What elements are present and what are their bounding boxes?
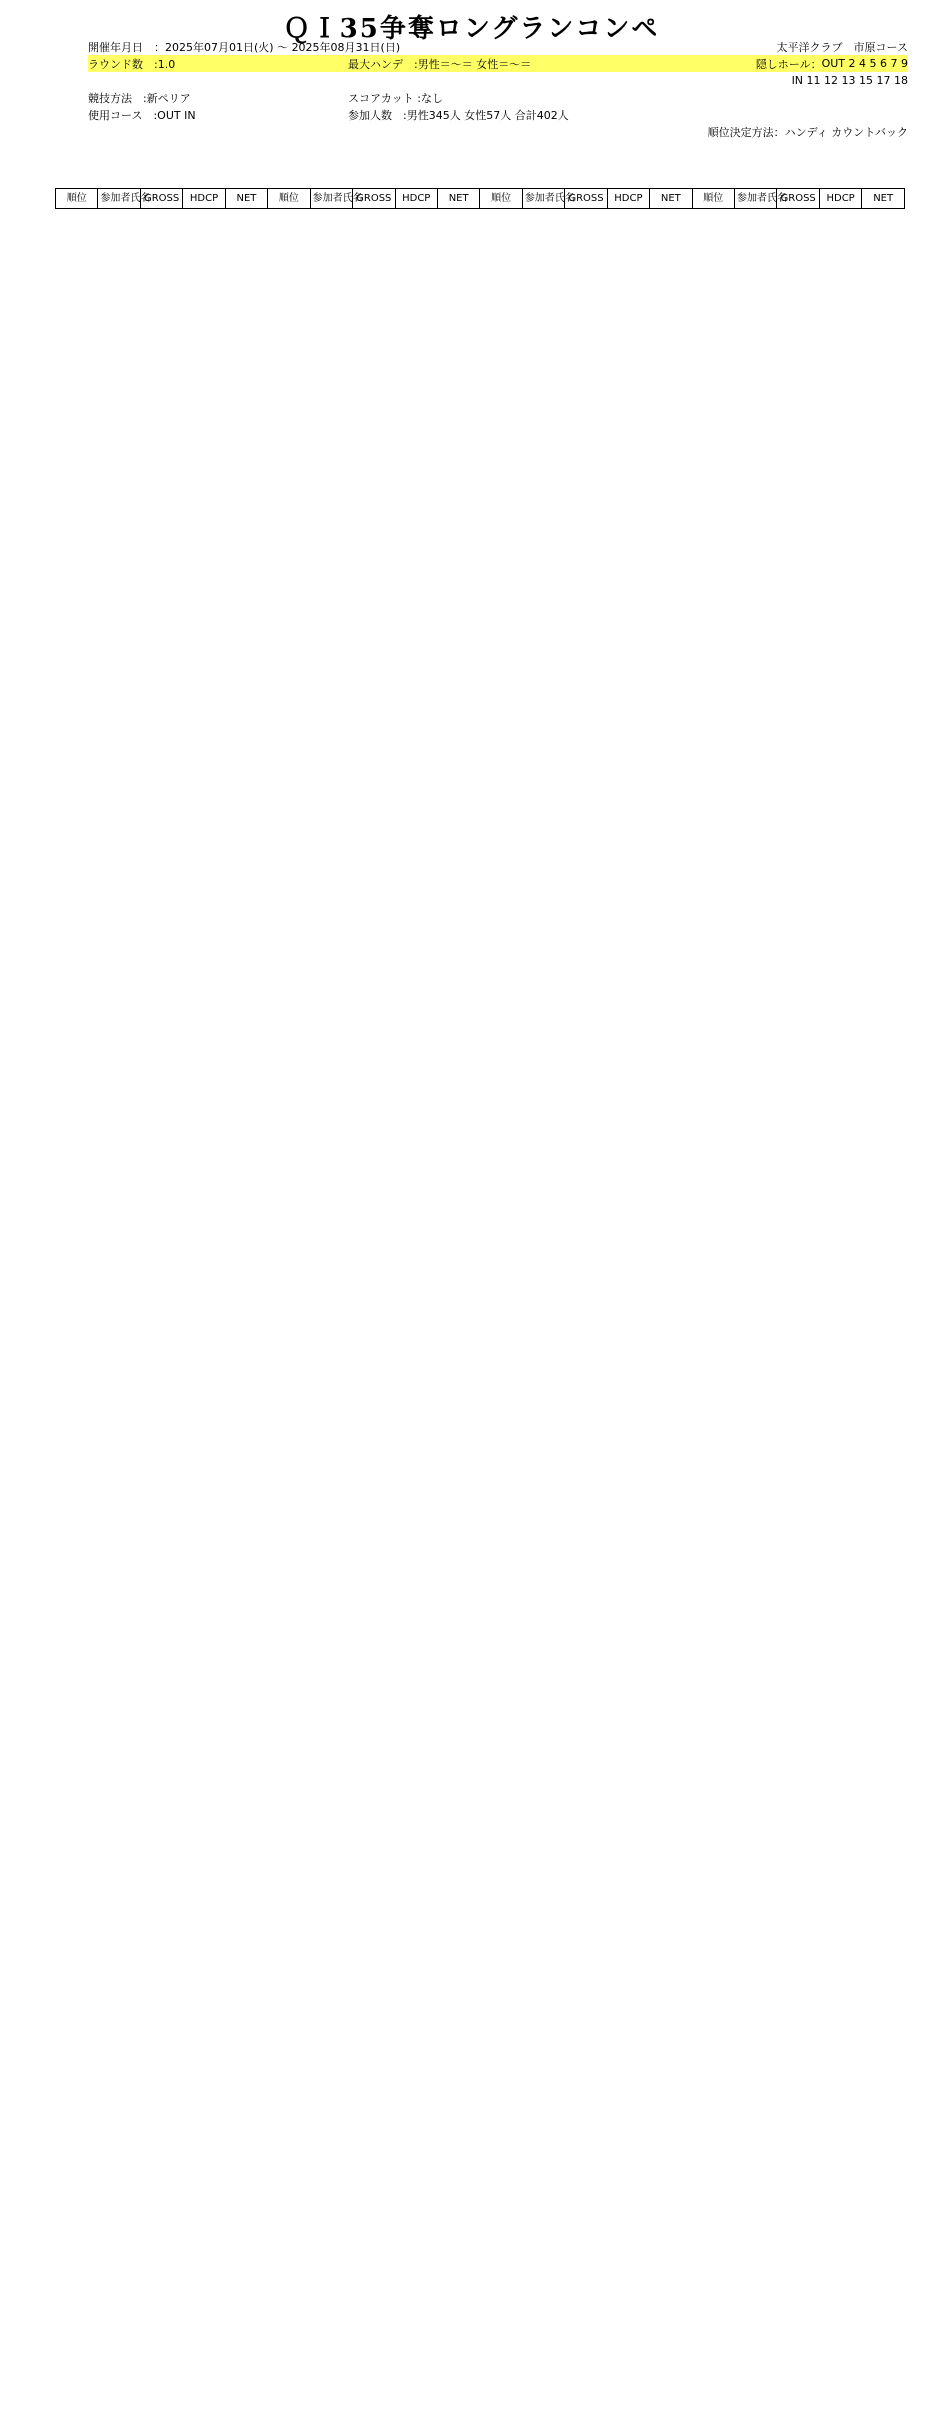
column-header: 参加者氏名 [522,189,564,209]
column-header: NET [650,189,692,209]
hidden-holes-label: 隠しホール： [755,57,822,71]
results-table-header [56,189,905,209]
event-info [88,38,908,140]
page-title: ＱＩ35争奪ロングランコンペ [283,14,660,44]
event-period: 開催年月日 ：2025年07月01日(火) ～ 2025年08月31日(日) [88,40,401,54]
column-header: HDCP [607,189,649,209]
column-header: NET [862,189,905,209]
column-header: 順位 [268,189,310,209]
column-header: 参加者氏名 [98,189,140,209]
results-table [55,188,905,209]
column-header: GROSS [353,189,395,209]
column-header: 順位 [480,189,522,209]
participant-count: 参加人数 :男性345人 女性57人 合計402人 [348,108,569,122]
column-header: 順位 [692,189,734,209]
column-header: GROSS [565,189,607,209]
club-name: 太平洋クラブ 市原コース [776,40,908,54]
competition-method: 競技方法 :新ペリア [88,91,191,105]
column-header: HDCP [819,189,861,209]
max-handicap: 最大ハンデ :男性＝～＝ 女性＝～＝ [348,57,532,71]
column-header: 参加者氏名 [735,189,777,209]
column-header: HDCP [395,189,437,209]
column-header: NET [437,189,479,209]
round-count: ラウンド数 :1.0 [88,57,176,71]
score-cut: スコアカット :なし [348,91,443,105]
column-header: GROSS [777,189,819,209]
column-header: NET [225,189,267,209]
course-used: 使用コース :OUT IN [88,108,196,122]
column-header: HDCP [183,189,225,209]
ranking-rule: 順位決定方法：ハンディ カウントバック [707,125,908,139]
hidden-holes-in: IN 11 12 13 15 17 18 [791,74,908,87]
column-header: 順位 [56,189,98,209]
column-header: GROSS [140,189,182,209]
column-header: 参加者氏名 [310,189,352,209]
hidden-holes-out: OUT 2 4 5 6 7 9 [821,57,908,70]
results-table-container [55,188,905,209]
